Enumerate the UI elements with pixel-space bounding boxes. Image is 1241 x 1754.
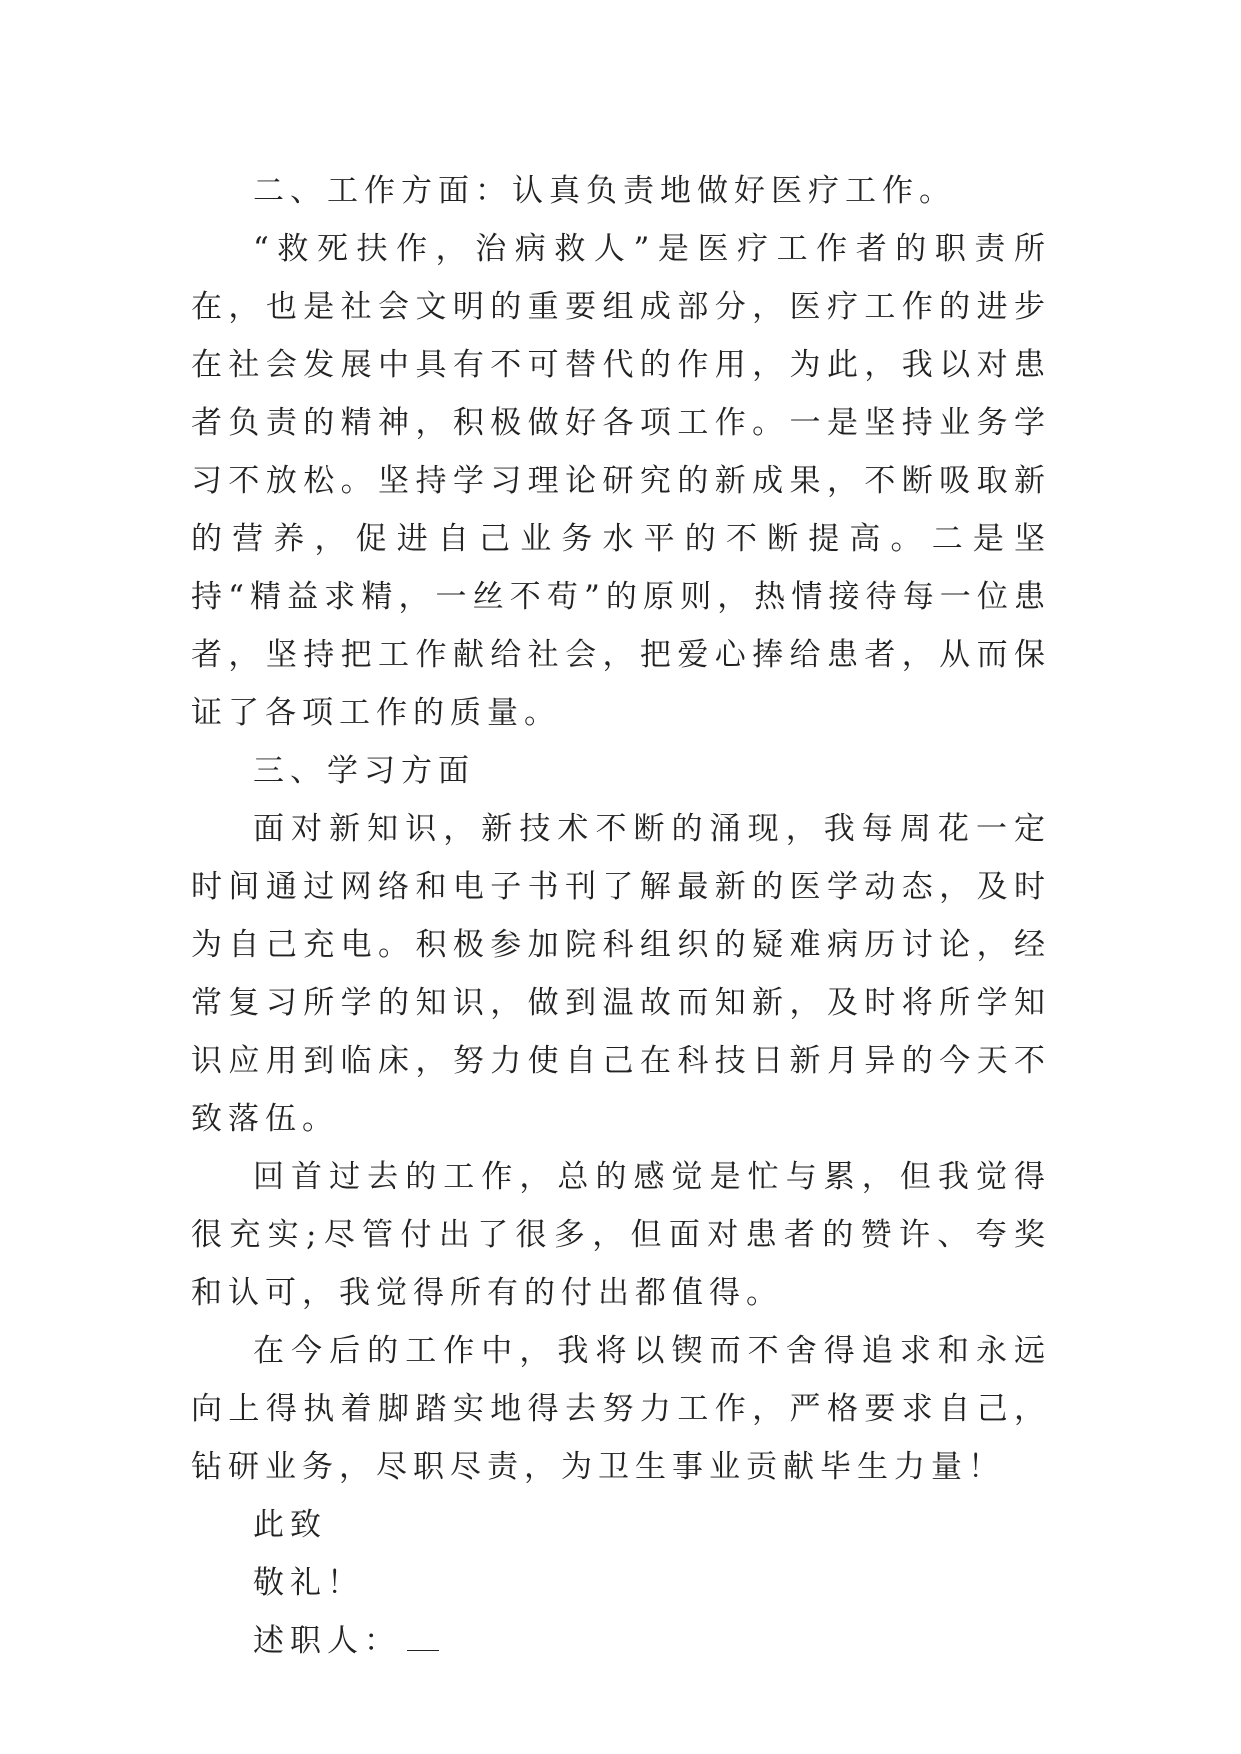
section3-heading: 三、学习方面 bbox=[253, 753, 475, 789]
closing-regards: 敬礼！ bbox=[253, 1565, 364, 1601]
signature-blank bbox=[407, 1620, 439, 1651]
section3-paragraph: 面对新知识，新技术不断的涌现，我每周花一定时间通过网络和电子书刊了解最新的医学动态，及时为自己充电。积极参加院科组织的疑难病历讨论，经常复习所学的知识，做到温故而知新，及时将所学知识应用到临床，努力使自己在科技日新月异的今天不致落伍。 bbox=[191, 811, 1051, 1137]
reflection-paragraph: 回首过去的工作，总的感觉是忙与累，但我觉得很充实;尽管付出了很多，但面对患者的赞许、夸奖和认可，我觉得所有的付出都值得。 bbox=[191, 1159, 1051, 1311]
section2-heading: 二、工作方面：认真负责地做好医疗工作。 bbox=[253, 173, 956, 209]
section2-paragraph: “救死扶作，治病救人”是医疗工作者的职责所在，也是社会文明的重要组成部分，医疗工作的进步在社会发展中具有不可替代的作用，为此，我以对患者负责的精神，积极做好各项工作。一是坚持业务学习不放松。坚持学习理论研究的新成果，不断吸取新的营养，促进自己业务水平的不断提高。二是坚持“精益求精，一丝不苟”的原则，热情接待每一位患者，坚持把工作献给社会，把爱心捧给患者，从而保证了各项工作的质量。 bbox=[191, 231, 1051, 731]
signature-label: 述职人： bbox=[253, 1623, 401, 1659]
closing-salutation: 此致 bbox=[253, 1507, 327, 1543]
future-paragraph: 在今后的工作中，我将以锲而不舍得追求和永远向上得执着脚踏实地得去努力工作，严格要求自己，钻研业务，尽职尽责，为卫生事业贡献毕生力量！ bbox=[191, 1333, 1051, 1485]
signature-line bbox=[191, 1612, 1051, 1670]
document-body bbox=[191, 162, 1051, 1670]
